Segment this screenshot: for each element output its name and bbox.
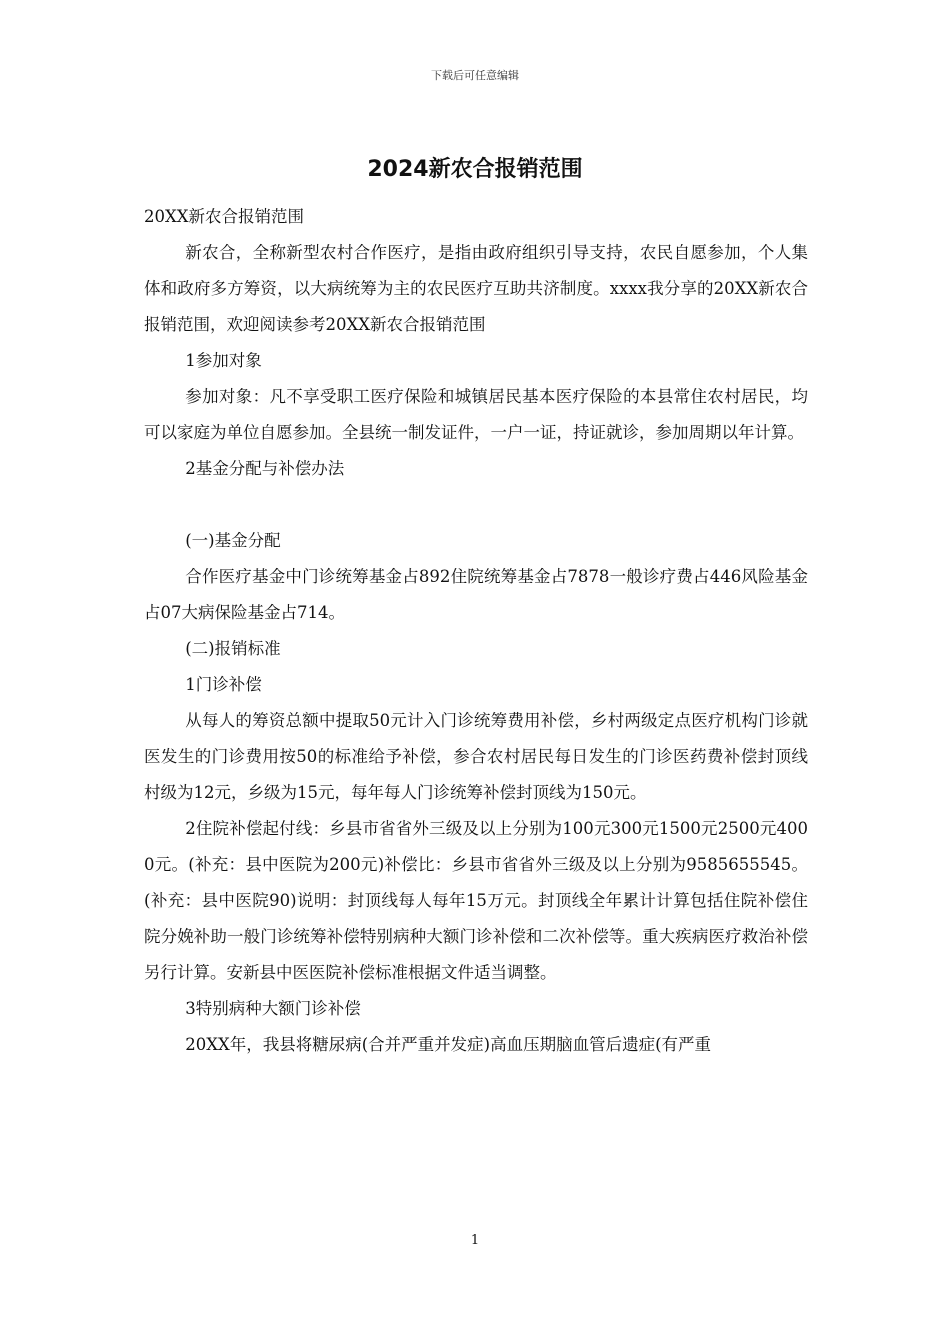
section-heading-fund: 2基金分配与补偿办法	[185, 459, 345, 478]
section-heading-participants: 1参加对象	[185, 351, 262, 370]
subheading-reimbursement: (二)报销标准	[185, 639, 281, 658]
blank-line	[144, 487, 808, 523]
document-body	[144, 199, 808, 1063]
participants-paragraph: 参加对象：凡不享受职工医疗保险和城镇居民基本医疗保险的本县常住农村居民，均可以家庭为单位自愿参加。全县统一制发证件，一户一证，持证就诊，参加周期以年计算。	[144, 387, 808, 442]
subtitle-paragraph: 20XX新农合报销范围	[144, 207, 304, 226]
page-header: 下载后可任意编辑	[431, 69, 519, 82]
intro-paragraph: 新农合，全称新型农村合作医疗，是指由政府组织引导支持，农民自愿参加，个人集体和政府多方筹资，以大病统筹为主的农民医疗互助共济制度。xxxx我分享的20XX新农合报销范围，欢迎阅读参考20XX新农合报销范围	[144, 243, 808, 334]
page-number: 1	[470, 1233, 480, 1248]
fund-allocation-paragraph: 合作医疗基金中门诊统筹基金占892住院统筹基金占7878一般诊疗费占446风险基金占07大病保险基金占714。	[144, 567, 808, 622]
subheading-fund-allocation: (一)基金分配	[185, 531, 281, 550]
document-title: 2024新农合报销范围	[367, 157, 583, 182]
outpatient-paragraph: 从每人的筹资总额中提取50元计入门诊统筹费用补偿，乡村两级定点医疗机构门诊就医发生的门诊费用按50的标准给予补偿，参合农村居民每日发生的门诊医药费补偿封顶线村级为12元，乡级为15元，每年每人门诊统筹补偿封顶线为150元。	[144, 711, 808, 802]
special-diseases-paragraph: 20XX年，我县将糖尿病(合并严重并发症)高血压期脑血管后遗症(有严重	[185, 1035, 712, 1054]
inpatient-paragraph: 2住院补偿起付线：乡县市省省外三级及以上分别为100元300元1500元2500元4000元。(补充：县中医院为200元)补偿比：乡县市省省外三级及以上分别为9585655545。(补充：县中医院90)说明：封顶线每人每年15万元。封顶线全年累计计算包括住院补偿住院分娩补助一般门诊统筹补偿特别病种大额门诊补偿和二次补偿等。重大疾病医疗救治补偿另行计算。安新县中医医院补偿标准根据文件适当调整。	[144, 819, 808, 982]
subheading-outpatient: 1门诊补偿	[185, 675, 262, 694]
subheading-special-diseases: 3特别病种大额门诊补偿	[185, 999, 361, 1018]
